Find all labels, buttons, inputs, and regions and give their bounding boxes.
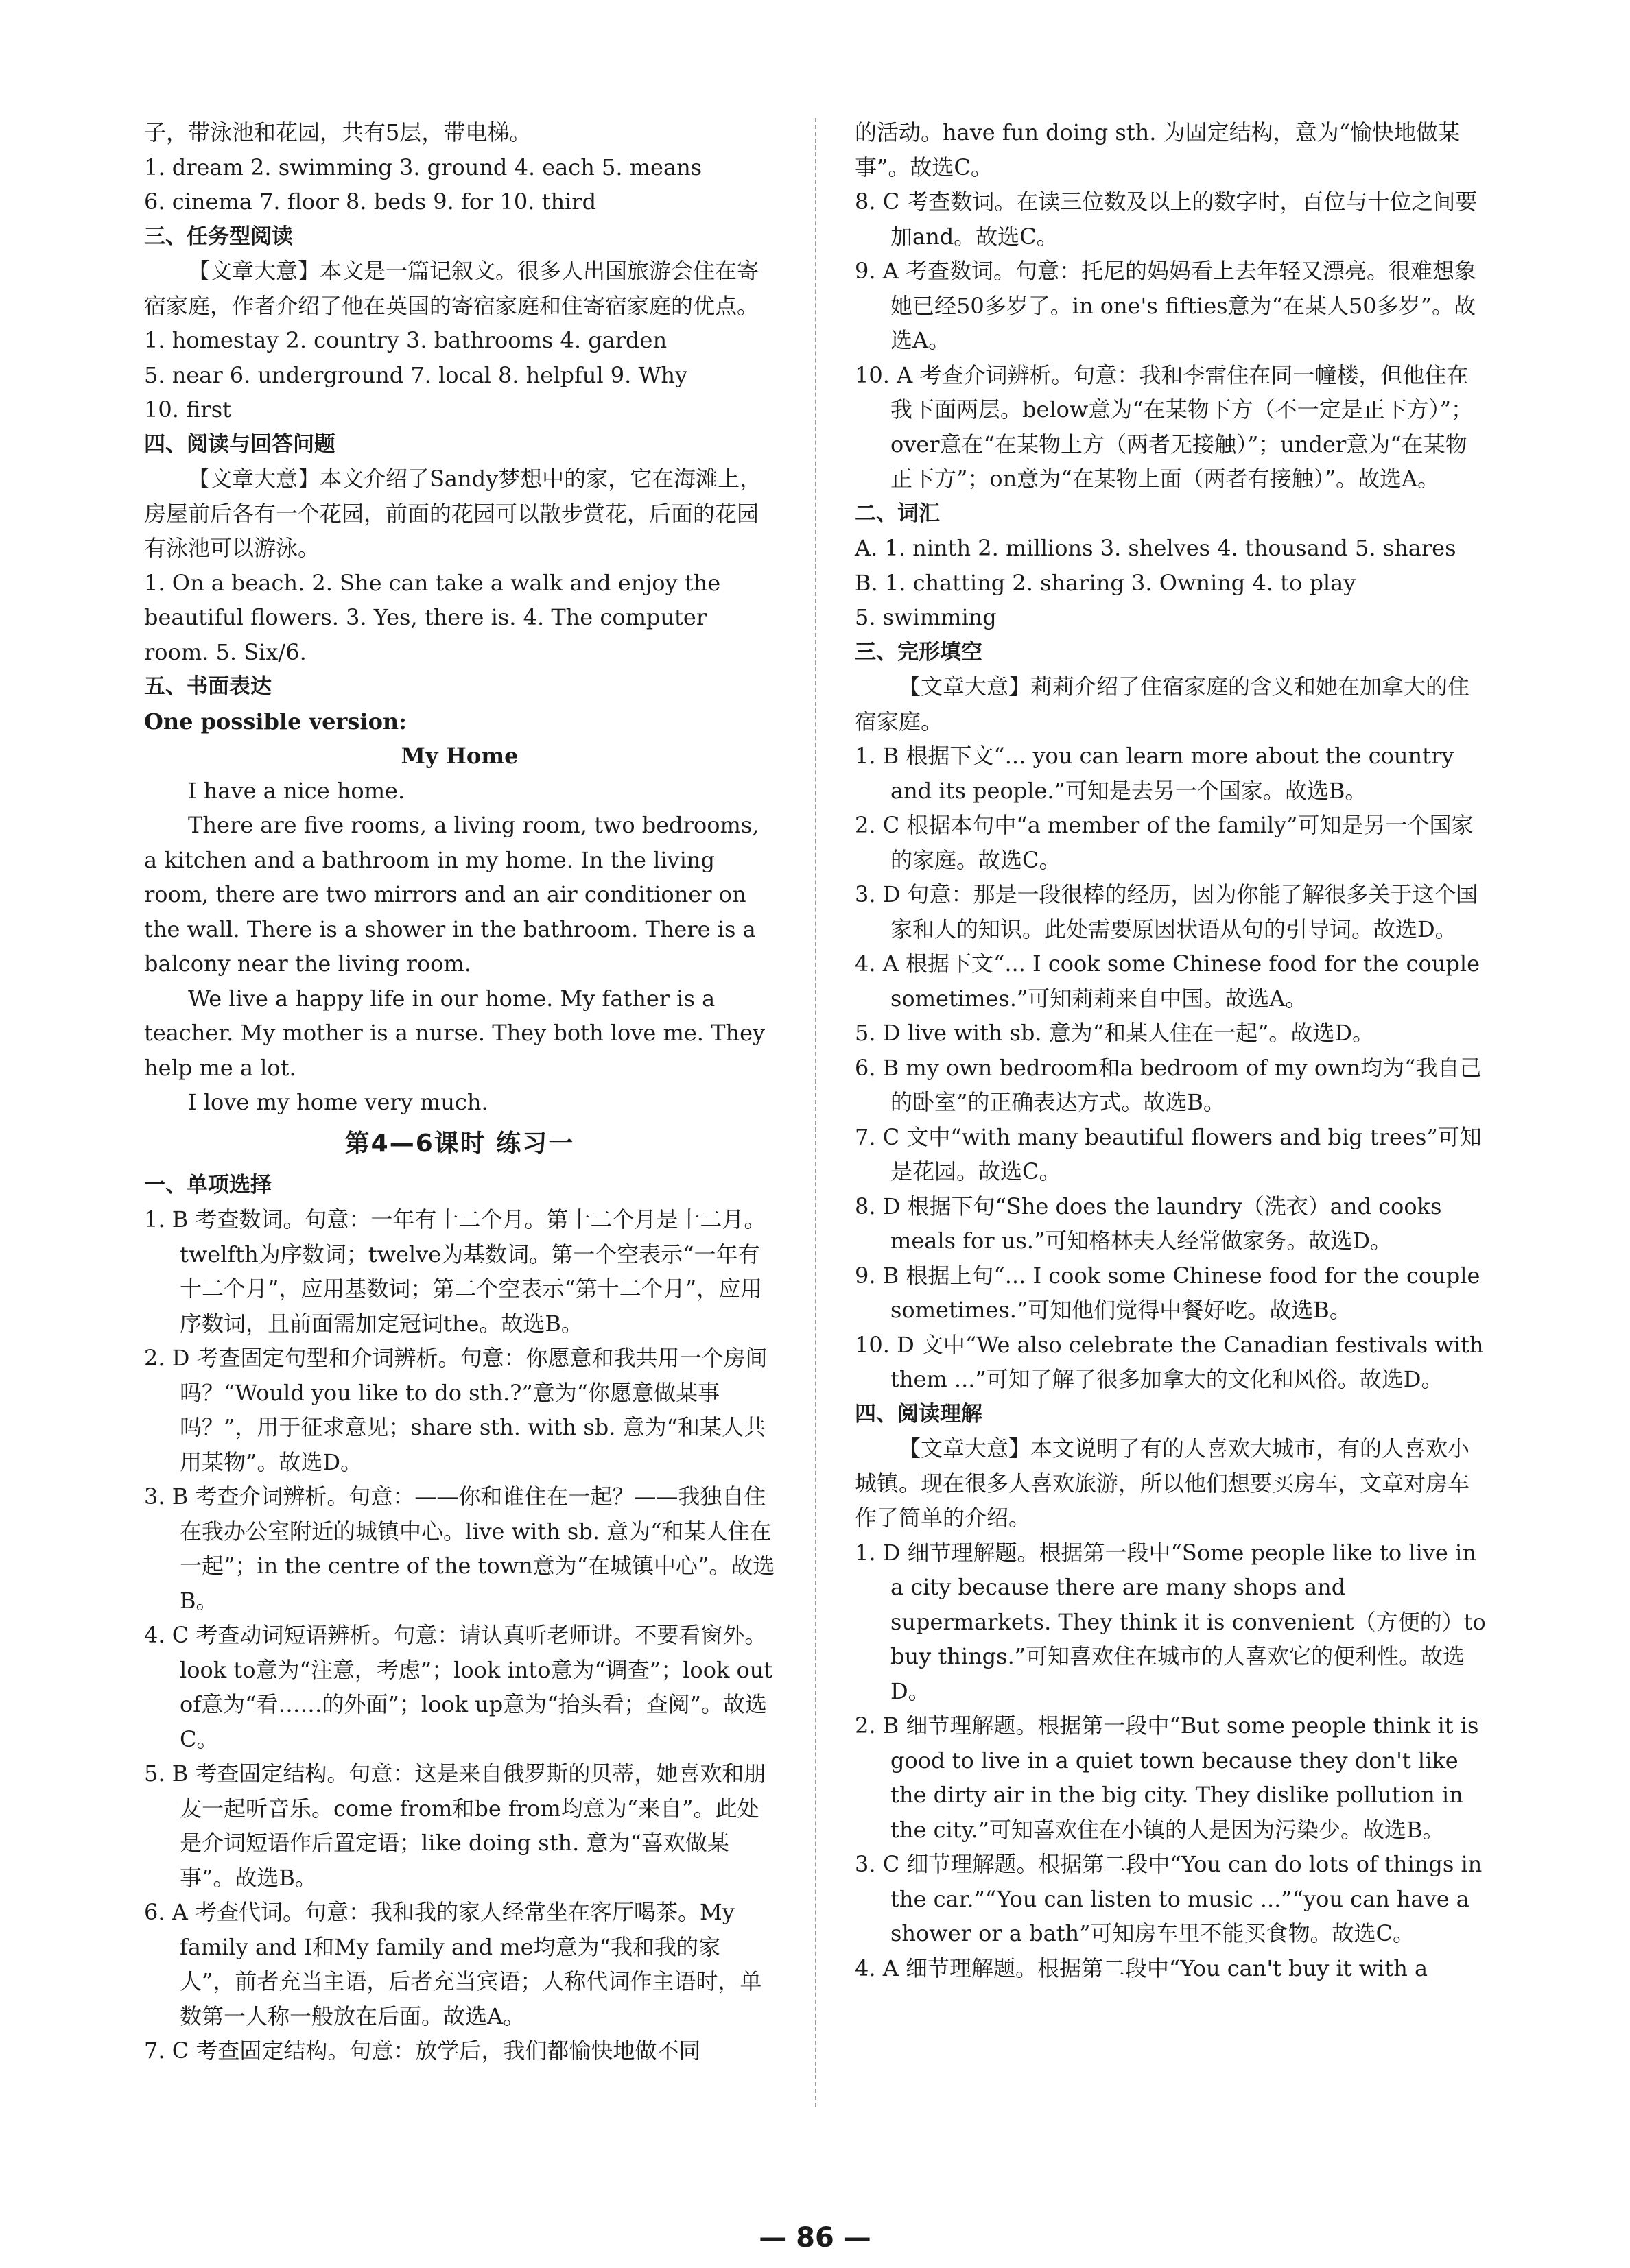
answer-line: 1. dream 2. swimming 3. ground 4. each 5. means bbox=[144, 154, 702, 180]
answer-item: 9. A 考查数词。句意：托尼的妈妈看上去年轻又漂亮。很难想象她已经50多岁了。in one's fifties意为“在某人50多岁”。故选A。 bbox=[855, 258, 1476, 353]
answer-line: A. 1. ninth 2. millions 3. shelves 4. thousand 5. shares bbox=[855, 535, 1456, 561]
paragraph: 【文章大意】本文说明了有的人喜欢大城市，有的人喜欢小城镇。现在很多人喜欢旅游，所以他们想要买房车，文章对房车作了简单的介绍。 bbox=[855, 1435, 1470, 1531]
answer-line: 5. swimming bbox=[855, 604, 997, 630]
answer-item: 1. B 根据下文“... you can learn more about the country and its people.”可知是去另一个国家。故选B。 bbox=[855, 743, 1454, 804]
paragraph: 【文章大意】莉莉介绍了住宿家庭的含义和她在加拿大的住宿家庭。 bbox=[855, 673, 1470, 735]
page-number: — 86 — bbox=[759, 2222, 871, 2254]
paragraph: We live a happy life in our home. My father is a teacher. My mother is a nurse. They both love me. They help me a lot. bbox=[144, 985, 766, 1081]
answer-item: 4. A 根据下文“... I cook some Chinese food for the couple sometimes.”可知莉莉来自中国。故选A。 bbox=[855, 951, 1480, 1012]
paragraph: 【文章大意】本文是一篇记叙文。很多人出国旅游会住在寄宿家庭，作者介绍了他在英国的寄宿家庭和住寄宿家庭的优点。 bbox=[144, 258, 759, 319]
answer-item: 6. B my own bedroom和a bedroom of my own均为“我自己的卧室”的正确表达方式。故选B。 bbox=[855, 1054, 1482, 1115]
answer-item: 4. A 细节理解题。根据第二段中“You can't buy it with a bbox=[855, 1955, 1428, 1981]
answer-line: 5. near 6. underground 7. local 8. helpful 9. Why bbox=[144, 361, 688, 388]
answer-item: 3. B 考查介词辨析。句意：——你和谁住在一起？——我独自住在我办公室附近的城镇中心。live with sb. 意为“和某人住在一起”；in the centre of the town意为“在城镇中心”。故选B。 bbox=[144, 1483, 775, 1614]
answer-line: 1. homestay 2. country 3. bathrooms 4. garden bbox=[144, 327, 668, 353]
paragraph: I love my home very much. bbox=[188, 1089, 488, 1115]
answer-item: 2. B 细节理解题。根据第一段中“But some people think it is good to live in a quiet town because they don't like the dirty air in the big city. They dislike pollution in the city.”可知喜欢住在小镇的人是因为污染少。故选B。 bbox=[855, 1712, 1479, 1843]
section-heading: 四、阅读与回答问题 bbox=[144, 431, 335, 457]
paragraph: There are five rooms, a living room, two bedrooms, a kitchen and a bathroom in my home. In the living room, there are two mirrors and an air conditioner on the wall. There is a shower in the bathroom. There is a balcony near the living room. bbox=[144, 812, 759, 977]
answer-line: 10. first bbox=[144, 396, 231, 422]
answer-item: 2. C 根据本句中“a member of the family”可知是另一个国家的家庭。故选C。 bbox=[855, 812, 1474, 873]
answer-item: 1. D 细节理解题。根据第一段中“Some people like to live in a city because there are many shops and supermarkets. They think it is convenient（方便的）to buy things.”可知喜欢住在城市的人喜欢它的便利性。故选D。 bbox=[855, 1539, 1486, 1704]
column-divider bbox=[815, 118, 816, 2107]
answer-item: 1. B 考查数词。句意：一年有十二个月。第十二个月是十二月。twelfth为序数词；twelve为基数词。第一个空表示“一年有十二个月”，应用基数词；第二个空表示“第十二个月”，应用序数词，且前面需加定冠词the。故选B。 bbox=[144, 1206, 766, 1337]
answer-line: 1. On a beach. 2. She can take a walk and enjoy the beautiful flowers. 3. Yes, there is. 4. The computer room. 5. Six/6. bbox=[144, 569, 721, 665]
section-heading: 五、书面表达 bbox=[144, 674, 272, 699]
answer-item: 3. C 细节理解题。根据第二段中“You can do lots of things in the car.”“You can listen to music ...”“you can have a shower or a bath”可知房车里不能买食物。故选C。 bbox=[855, 1851, 1483, 1946]
version-label: One possible version: bbox=[144, 708, 407, 735]
section-heading: 四、阅读理解 bbox=[855, 1401, 982, 1427]
paragraph: 的活动。have fun doing sth. 为固定结构，意为“愉快地做某事”。故选C。 bbox=[855, 119, 1460, 180]
answer-item: 8. D 根据下句“She does the laundry（洗衣）and cooks meals for us.”可知格林夫人经常做家务。故选D。 bbox=[855, 1193, 1442, 1254]
left-column bbox=[144, 115, 775, 2068]
answer-item: 5. B 考查固定结构。句意：这是来自俄罗斯的贝蒂，她喜欢和朋友一起听音乐。come from和be from均意为“来自”。此处是介词短语作后置定语；like doing sth. 意为“喜欢做某事”。故选B。 bbox=[144, 1760, 766, 1891]
answer-item: 5. D live with sb. 意为“和某人住在一起”。故选D。 bbox=[855, 1020, 1375, 1046]
paragraph: I have a nice home. bbox=[188, 777, 405, 804]
essay-title: My Home bbox=[401, 743, 519, 769]
answer-line: B. 1. chatting 2. sharing 3. Owning 4. to play bbox=[855, 569, 1356, 596]
answer-item: 4. C 考查动词短语辨析。句意：请认真听老师讲。不要看窗外。look to意为“注意，考虑”；look into意为“调查”；look out of意为“看……的外面”；look up意为“抬头看；查阅”。故选C。 bbox=[144, 1622, 773, 1752]
section-heading: 一、单项选择 bbox=[144, 1172, 272, 1197]
answer-item: 9. B 根据上句“... I cook some Chinese food for the couple sometimes.”可知他们觉得中餐好吃。故选B。 bbox=[855, 1262, 1480, 1323]
answer-item: 10. A 考查介词辨析。句意：我和李雷住在同一幢楼，但他住在我下面两层。below意为“在某物下方（不一定是正下方）”；over意在“在某物上方（两者无接触）”；under意为“在某物正下方”；on意为“在某物上面（两者有接触）”。故选A。 bbox=[855, 361, 1474, 492]
answer-item: 8. C 考查数词。在读三位数及以上的数字时，百位与十位之间要加and。故选C。 bbox=[855, 189, 1478, 250]
answer-item: 2. D 考查固定句型和介词辨析。句意：你愿意和我共用一个房间吗？“Would you like to do sth.?”意为“你愿意做某事吗？”，用于征求意见；share sth. with sb. 意为“和某人共用某物”。故选D。 bbox=[144, 1345, 768, 1475]
answer-item: 3. D 句意：那是一段很棒的经历，因为你能了解很多关于这个国家和人的知识。此处需要原因状语从句的引导词。故选D。 bbox=[855, 881, 1478, 942]
lesson-title: 第4—6课时 练习一 bbox=[344, 1129, 575, 1158]
answer-line: 6. cinema 7. floor 8. beds 9. for 10. third bbox=[144, 189, 597, 215]
answer-item: 6. A 考查代词。句意：我和我的家人经常坐在客厅喝茶。My family and I和My family and me均意为“我和我的家人”，前者充当主语，后者充当宾语；人称代词作主语时，单数第一人称一般放在后面。故选A。 bbox=[144, 1899, 762, 2029]
section-heading: 二、词汇 bbox=[855, 501, 940, 526]
answer-item: 7. C 考查固定结构。句意：放学后，我们都愉快地做不同 bbox=[144, 2038, 701, 2064]
right-column bbox=[855, 115, 1486, 1985]
paragraph: 【文章大意】本文介绍了Sandy梦想中的家，它在海滩上，房屋前后各有一个花园，前面的花园可以散步赏花，后面的花园有泳池可以游泳。 bbox=[144, 466, 762, 561]
answer-item: 10. D 文中“We also celebrate the Canadian festivals with them ...”可知了解了很多加拿大的文化和风俗。故选D。 bbox=[855, 1331, 1484, 1392]
answer-line: 子，带泳池和花园，共有5层，带电梯。 bbox=[144, 119, 532, 145]
answer-item: 7. C 文中“with many beautiful flowers and big trees”可知是花园。故选C。 bbox=[855, 1123, 1482, 1184]
section-heading: 三、任务型阅读 bbox=[144, 224, 293, 249]
section-heading: 三、完形填空 bbox=[855, 639, 982, 665]
